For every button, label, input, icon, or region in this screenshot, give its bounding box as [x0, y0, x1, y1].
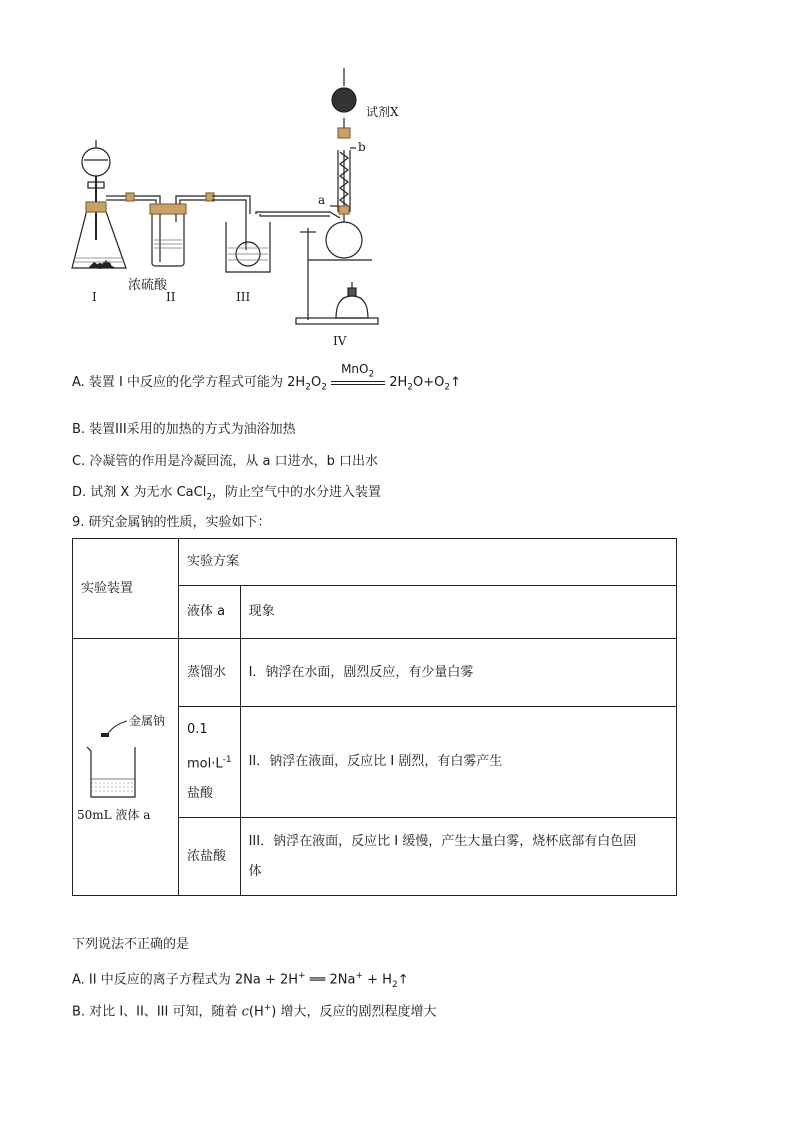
- sodium-label: 金属钠: [129, 714, 166, 728]
- port-a-label: a: [318, 193, 326, 207]
- apparatus-4-label: IV: [333, 334, 347, 348]
- reagent-x-label: 试剂X: [366, 105, 399, 119]
- beaker-diagram: [73, 707, 178, 827]
- r1-phenomenon: I．钠浮在水面，剧烈反应，有少量白雾: [240, 639, 676, 707]
- liquid-volume-label: 50mL 液体 a: [77, 808, 151, 822]
- apparatus-figure: [60, 60, 400, 350]
- header-liquid: 液体 a: [179, 586, 241, 639]
- r2-liquid: 0.1 $mol\cdot L^{-1}$ 盐酸: [179, 707, 241, 818]
- option-d-q8: D. 试剂 X 为无水 CaCl$_2$，防止空气中的水分进入装置: [72, 485, 382, 503]
- r3-liquid: 浓盐酸: [179, 818, 241, 896]
- option-c-q8: C. 冷凝管的作用是冷凝回流，从 a 口进水，b 口出水: [72, 454, 378, 469]
- r2-phenomenon: II．钠浮在液面，反应比 I 剧烈，有白雾产生: [240, 707, 676, 818]
- port-b-label: b: [358, 140, 366, 154]
- conc-sulfuric-acid-label: 浓硫酸: [128, 278, 168, 293]
- q9-question: 下列说法不正确的是: [72, 937, 190, 952]
- beaker-cell: [73, 639, 179, 896]
- r1-liquid: 蒸馏水: [179, 639, 241, 707]
- option-b-q9: B. 对比 I、II、III 可知，随着 c(H+) 增大，反应的剧烈程度增大: [72, 1003, 437, 1020]
- apparatus-2-label: II: [166, 290, 176, 304]
- experiment-table: [72, 538, 677, 896]
- option-b-q8: B. 装置III采用的加热的方式为油浴加热: [72, 422, 296, 437]
- apparatus-1-label: I: [92, 290, 97, 304]
- q9-stem: 9. 研究金属钠的性质，实验如下：: [72, 515, 271, 530]
- catalyst-label: MnO$_2$: [341, 361, 375, 379]
- r3-phenomenon: III．钠浮在液面，反应比 I 缓慢，产生大量白雾，烧杯底部有白色固 体: [240, 818, 676, 896]
- option-a-q9: A. II 中反应的离子方程式为 2Na + 2H+ ══ $2Na^+ + H_2↑$: [72, 971, 409, 990]
- header-scheme: 实验方案: [179, 539, 677, 586]
- catalyst-arrow: [331, 361, 385, 388]
- option-a-q8: A. 装置 I 中反应的化学方程式可能为 $2H_2O_2$ MnO$_2$ $2H_2O+O_2↑$: [72, 361, 461, 393]
- header-phenomenon: 现象: [240, 586, 676, 639]
- header-device: 实验装置: [73, 539, 179, 639]
- apparatus-3-label: III: [236, 290, 251, 304]
